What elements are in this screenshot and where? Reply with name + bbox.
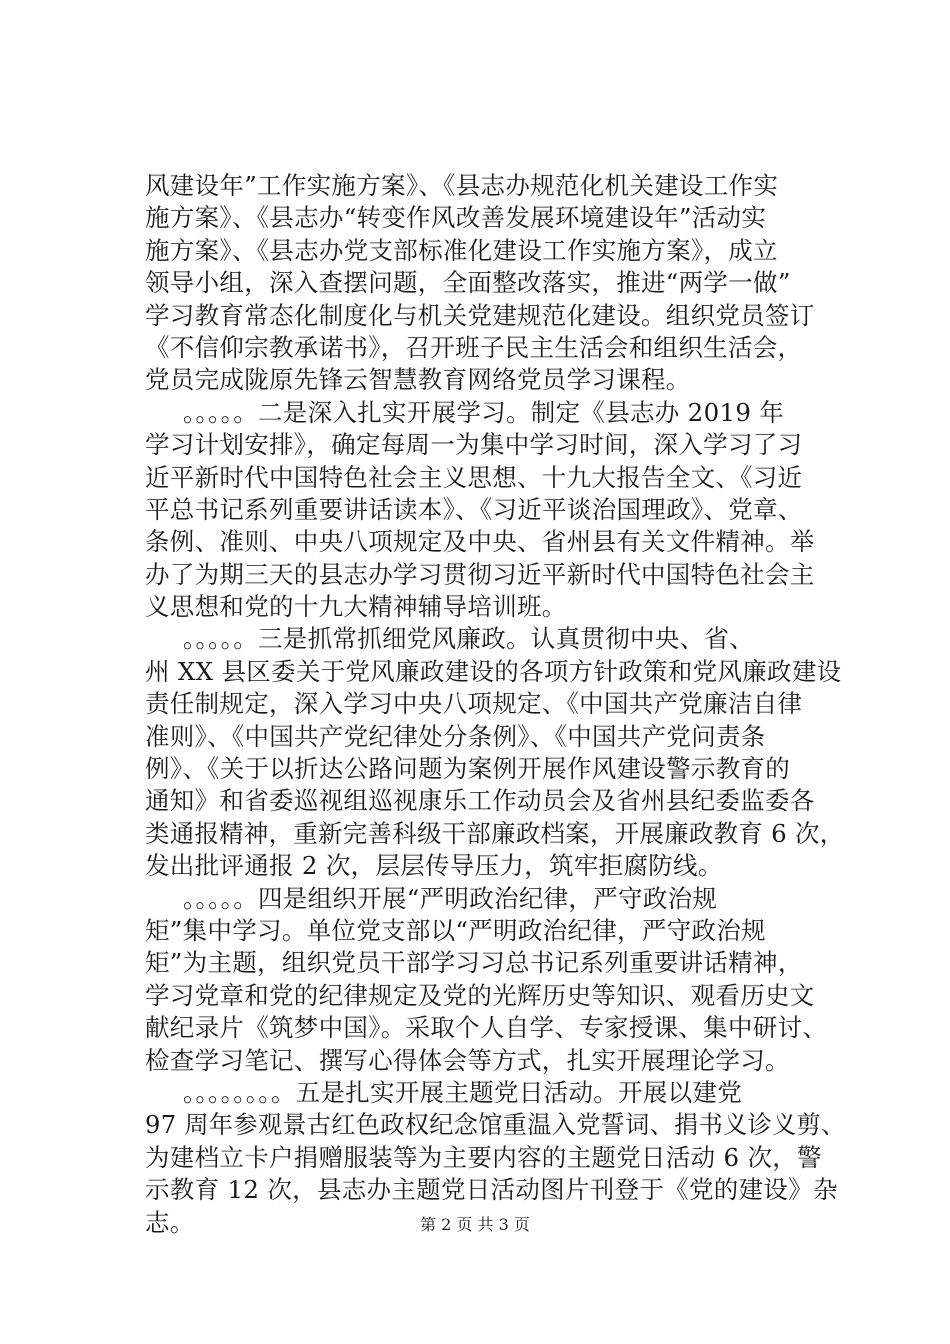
text-line: 献纪录片《筑梦中国》。采取个人自学、专家授课、集中研讨、 bbox=[145, 1013, 828, 1043]
text-line: 学习党章和党的纪律规定及党的光辉历史等知识、观看历史文 bbox=[145, 980, 815, 1010]
text-line: 学习教育常态化制度化与机关党建规范化建设。组织党员签订 bbox=[145, 300, 815, 330]
text-line: 条例、准则、中央八项规定及中央、省州县有关文件精神。举 bbox=[145, 527, 815, 557]
paragraph-start-line: 。。。。。三是抓常抓细党风廉政。认真贯彻中央、省、 bbox=[183, 624, 754, 654]
text-line: 施方案》、《县志办党支部标准化建设工作实施方案》，成立 bbox=[145, 235, 778, 265]
text-line: 检查学习笔记、撰写心得体会等方式，扎实开展理论学习。 bbox=[145, 1045, 790, 1075]
page-number-footer: 第 2 页 共 3 页 bbox=[420, 1215, 530, 1234]
text-line: 通知》和省委巡视组巡视康乐工作动员会及省州县纪委监委各 bbox=[145, 786, 815, 816]
text-line: 矩”为主题，组织党员干部学习习总书记系列重要讲话精神， bbox=[145, 948, 803, 978]
text-line: 为建档立卡户捐赠服装等为主要内容的主题党日活动 6 次，警 bbox=[145, 1142, 822, 1172]
text-line: 《不信仰宗教承诺书》，召开班子民主生活会和组织生活会， bbox=[145, 332, 803, 362]
text-line: 发出批评通报 2 次，层层传导压力，筑牢拒腐防线。 bbox=[145, 851, 723, 881]
text-line: 州 XX 县区委关于党风廉政建设的各项方针政策和党风廉政建设 bbox=[145, 656, 842, 686]
text-line: 志。 bbox=[145, 1207, 195, 1237]
text-line: 97 周年参观景古红色政权纪念馆重温入党誓词、捐书义诊义剪、 bbox=[145, 1111, 846, 1140]
text-line: 近平新时代中国特色社会主义思想、十九大报告全文、《习近 bbox=[145, 462, 803, 492]
text-line: 党员完成陇原先锋云智慧教育网络党员学习课程。 bbox=[145, 365, 691, 395]
text-line: 风建设年”工作实施方案》、《县志办规范化机关建设工作实 bbox=[145, 171, 779, 200]
text-line: 例》、《关于以折达公路问题为案例开展作风建设警示教育的 bbox=[145, 754, 791, 784]
text-line: 责任制规定，深入学习中央八项规定、《中国共产党廉洁自律 bbox=[145, 689, 803, 719]
text-line: 平总书记系列重要讲话读本》、《习近平谈治国理政》、党章、 bbox=[145, 494, 803, 524]
text-line: 学习计划安排》，确定每周一为集中学习时间，深入学习了习 bbox=[145, 430, 803, 460]
text-line: 类通报精神，重新完善科级干部廉政档案，开展廉政教育 6 次， bbox=[145, 818, 845, 848]
text-line: 领导小组，深入查摆问题，全面整改落实，推进“两学一做” bbox=[145, 268, 791, 298]
text-line: 示教育 12 次，县志办主题党日活动图片刊登于《党的建设》杂 bbox=[145, 1175, 838, 1205]
paragraph-start-line: 。。。。。。。。五是扎实开展主题党日活动。开展以建党 bbox=[183, 1077, 743, 1107]
text-line: 矩”集中学习。单位党支部以“严明政治纪律，严守政治规 bbox=[145, 915, 766, 945]
paragraph-start-line: 。。。。。二是深入扎实开展学习。制定《县志办 2019 年 bbox=[183, 397, 785, 427]
text-line: 准则》、《中国共产党纪律处分条例》、《中国共产党问责条 bbox=[145, 721, 766, 751]
text-line: 办了为期三天的县志办学习贯彻习近平新时代中国特色社会主 bbox=[145, 559, 815, 589]
document-body bbox=[145, 170, 845, 1239]
text-line: 施方案》、《县志办“转变作风改善发展环境建设年”活动实 bbox=[145, 203, 767, 233]
text-line: 义思想和党的十九大精神辅导培训班。 bbox=[145, 592, 567, 622]
paragraph-start-line: 。。。。。四是组织开展“严明政治纪律，严守政治规 bbox=[183, 883, 718, 913]
